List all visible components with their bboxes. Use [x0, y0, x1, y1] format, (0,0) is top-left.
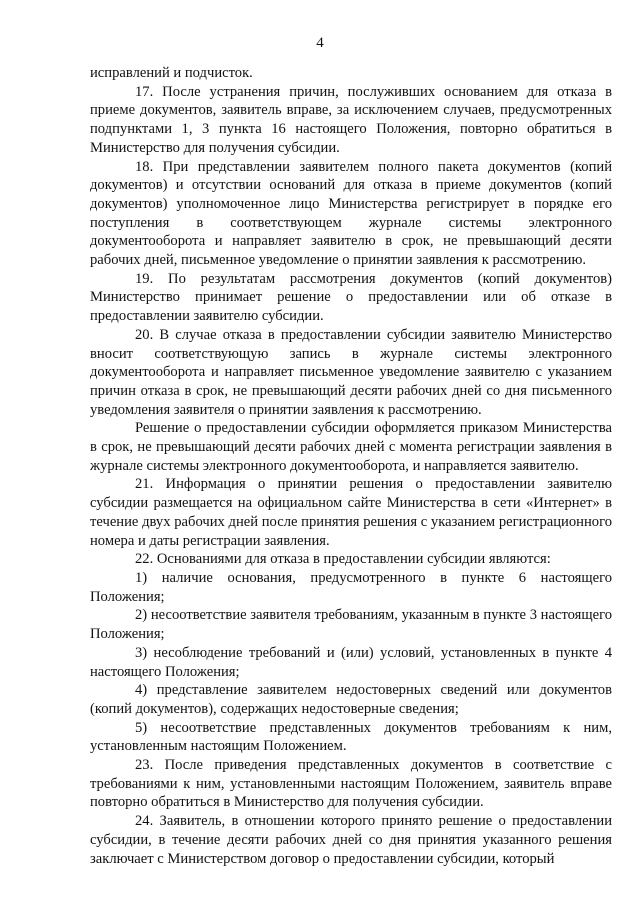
- paragraph: 19. По результатам рассмотрения документов (копий документов) Министерство принимает решение о предоставлении или об отказе в предоставлении заявителю субсидии.: [90, 270, 612, 325]
- paragraph: 20. В случае отказа в предоставлении субсидии заявителю Министерство вносит соответствующую запись в журнале системы электронного документооборота и направляет письменное уведомление заявителю с указанием причин отказа в срок, не превышающий десяти рабочих дней со дня письменного уведомления заявителя о принятии заявления к рассмотрению.: [90, 326, 612, 418]
- paragraph: 22. Основаниями для отказа в предоставлении субсидии являются:: [135, 551, 551, 568]
- paragraph: 24. Заявитель, в отношении которого принято решение о предоставлении субсидии, в течение десяти рабочих дней со дня принятия указанного решения заключает с Министерством договор о предоставлении субсидии, который: [90, 813, 612, 867]
- paragraph: 21. Информация о принятии решения о предоставлении заявителю субсидии размещается на официальном сайте Министерства в сети «Интернет» в течение двух рабочих дней после принятия решения с указанием регистрационного номера и даты регистрации заявления.: [90, 476, 612, 549]
- page-number: 4: [316, 35, 324, 51]
- paragraph: 3) несоблюдение требований и (или) условий, установленных в пункте 4 настоящего Положения;: [90, 644, 612, 680]
- paragraph: 1) наличие основания, предусмотренного в пункте 6 настоящего Положения;: [90, 569, 612, 605]
- paragraph: 5) несоответствие представленных документов требованиям к ним, установленным настоящим Положением.: [90, 719, 612, 755]
- paragraph: 23. После приведения представленных документов в соответствие с требованиями к ним, установленными настоящим Положением, заявитель вправе повторно обратиться в Министерство для получения субсидии.: [90, 757, 612, 811]
- paragraph: Решение о предоставлении субсидии оформляется приказом Министерства в срок, не превышающий десяти рабочих дней с момента регистрации заявления в журнале системы электронного документооборота, и направляется заявителю.: [90, 420, 612, 474]
- paragraph: 18. При представлении заявителем полного пакета документов (копий документов) и отсутствии оснований для отказа в приеме документов (копий документов) уполномоченное лицо Министерства регистрирует в порядке его поступления в соответствующем журнале системы электронного документооборота и направляет заявителю в срок, не превышающий десяти рабочих дней, письменное уведомление о принятии заявления к рассмотрению.: [90, 158, 612, 269]
- paragraph: 2) несоответствие заявителя требованиям, указанным в пункте 3 настоящего Положения;: [90, 607, 612, 643]
- paragraph: 4) представление заявителем недостоверных сведений или документов (копий документов), содержащих недостоверные сведения;: [90, 682, 612, 717]
- document-body: [90, 64, 612, 868]
- paragraph: исправлений и подчисток.: [90, 65, 253, 81]
- paragraph: 17. После устранения причин, послуживших основанием для отказа в приеме документов, заявитель вправе, за исключением случаев, предусмотренных подпунктами 1, 3 пункта 16 настоящего Положения, повторно обратиться в Министерство для получения субсидии.: [90, 83, 612, 156]
